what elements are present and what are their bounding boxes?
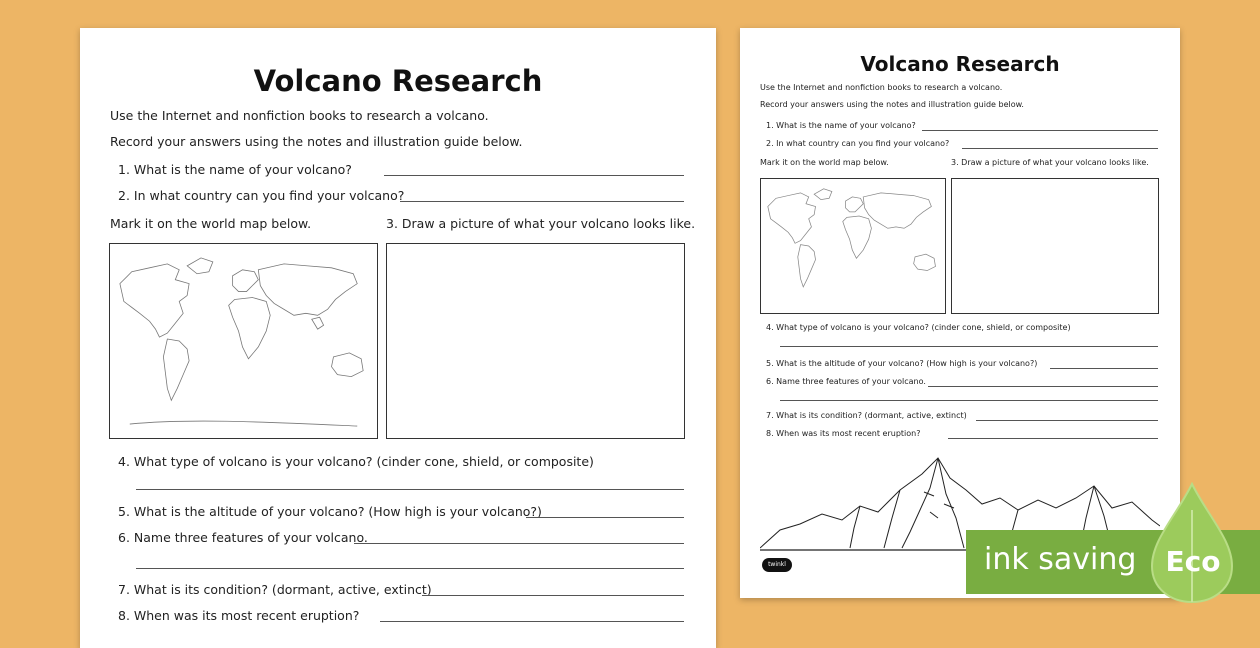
world-map-box-small: [760, 178, 946, 314]
map-label-small: Mark it on the world map below.: [760, 158, 889, 167]
eco-badge-label: ink saving: [984, 542, 1137, 577]
eco-badge-word: Eco: [1165, 545, 1221, 578]
question-3: 3. Draw a picture of what your volcano looks like.: [386, 216, 696, 231]
drawing-box: [386, 243, 685, 439]
brand-logo: twinkl: [762, 558, 792, 572]
answer-line-6b: [136, 568, 684, 569]
question-8: 8. When was its most recent eruption?: [118, 608, 360, 623]
drawing-box-small: [951, 178, 1159, 314]
answer-line-8: [380, 621, 684, 622]
intro-line-1-small: Use the Internet and nonfiction books to research a volcano.: [760, 83, 1003, 92]
worksheet-page-zoomed: [80, 28, 716, 648]
question-3-small: 3. Draw a picture of what your volcano looks like.: [951, 158, 1149, 167]
question-6-small: 6. Name three features of your volcano.: [766, 377, 926, 386]
answer-line-4: [136, 489, 684, 490]
answer-line-7-small: [976, 420, 1158, 421]
question-7-small: 7. What is its condition? (dormant, active, extinct): [766, 411, 967, 420]
question-2: 2. In what country can you find your volcano?: [118, 188, 405, 203]
intro-line-2: Record your answers using the notes and illustration guide below.: [110, 134, 523, 149]
question-5: 5. What is the altitude of your volcano? (How high is your volcano?): [118, 504, 542, 519]
map-label: Mark it on the world map below.: [110, 216, 312, 231]
answer-line-1-small: [922, 130, 1158, 131]
leaf-drop-icon: [1148, 480, 1236, 605]
answer-line-1: [384, 175, 684, 176]
worksheet-title-small: Volcano Research: [860, 52, 1060, 76]
answer-line-5: [526, 517, 684, 518]
answer-line-6b-small: [780, 400, 1158, 401]
question-7: 7. What is its condition? (dormant, active, extinct): [118, 582, 432, 597]
worksheet-title: Volcano Research: [253, 64, 543, 98]
question-5-small: 5. What is the altitude of your volcano? (How high is your volcano?): [766, 359, 1038, 368]
answer-line-6a-small: [928, 386, 1158, 387]
question-1-small: 1. What is the name of your volcano?: [766, 121, 916, 130]
answer-line-6a: [354, 543, 684, 544]
answer-line-5-small: [1050, 368, 1158, 369]
worksheet-page-full: [740, 28, 1180, 598]
world-map-outline-small: [761, 179, 945, 313]
question-4: 4. What type of volcano is your volcano? (cinder cone, shield, or composite): [118, 454, 594, 469]
world-map-box: [109, 243, 378, 439]
question-6: 6. Name three features of your volcano.: [118, 530, 368, 545]
question-8-small: 8. When was its most recent eruption?: [766, 429, 921, 438]
world-map-outline: [110, 244, 377, 438]
question-2-small: 2. In what country can you find your volcano?: [766, 139, 950, 148]
question-4-small: 4. What type of volcano is your volcano? (cinder cone, shield, or composite): [766, 323, 1071, 332]
answer-line-4-small: [780, 346, 1158, 347]
answer-line-7: [422, 595, 684, 596]
intro-line-2-small: Record your answers using the notes and illustration guide below.: [760, 100, 1024, 109]
answer-line-8-small: [948, 438, 1158, 439]
intro-line-1: Use the Internet and nonfiction books to research a volcano.: [110, 108, 489, 123]
answer-line-2: [400, 201, 684, 202]
answer-line-2-small: [962, 148, 1158, 149]
question-1: 1. What is the name of your volcano?: [118, 162, 352, 177]
